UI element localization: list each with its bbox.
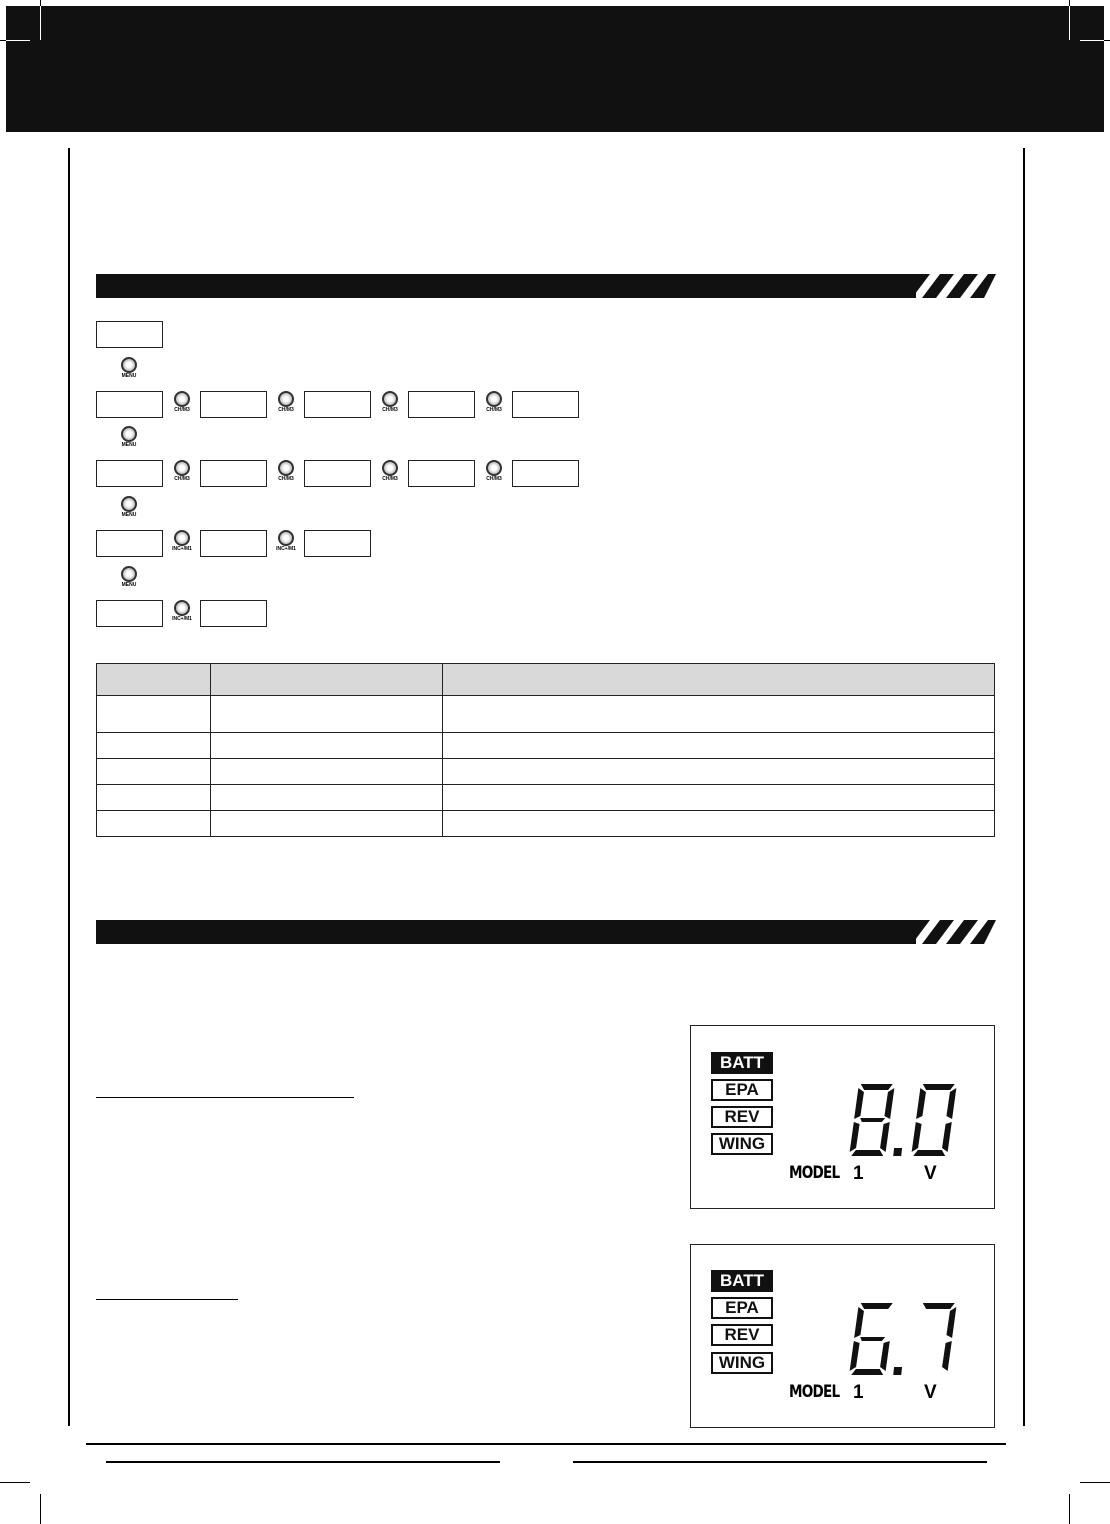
section-bar (96, 920, 916, 944)
lcd-model-label: MODEL (789, 1382, 840, 1402)
table-cell (443, 733, 995, 759)
table-header-cell (211, 664, 443, 696)
section-stripes (898, 274, 998, 298)
table-cell (443, 785, 995, 811)
lcd-model-number: 1 (853, 1163, 864, 1184)
screen-box (408, 460, 475, 487)
table-cell (97, 759, 211, 785)
table-cell (97, 811, 211, 837)
table-cell (97, 785, 211, 811)
channel-key-icon: CH/M3 (171, 460, 193, 484)
table-cell (97, 733, 211, 759)
lcd-model-label: MODEL (789, 1163, 840, 1183)
increment-key-icon: INC+/M1 (171, 530, 193, 554)
lcd-display (690, 1025, 995, 1209)
table-header-row (97, 664, 995, 696)
table-cell (211, 696, 443, 733)
table-cell (211, 785, 443, 811)
table-cell (443, 811, 995, 837)
crop-mark (1080, 1482, 1110, 1483)
increment-key-icon: INC+/M1 (171, 600, 193, 624)
screen-box (96, 530, 163, 557)
screen-box (96, 600, 163, 627)
channel-key-icon: CH/M3 (379, 460, 401, 484)
lcd-unit: V (924, 1382, 937, 1403)
table-cell (443, 696, 995, 733)
screen-box (96, 321, 163, 348)
crop-mark (40, 1494, 41, 1524)
table-cell (211, 759, 443, 785)
subheading-underline (96, 1299, 238, 1300)
seven-segment-reading (849, 1301, 971, 1377)
table-row (97, 696, 995, 733)
table-row (97, 785, 995, 811)
footer-rule-right (573, 1461, 987, 1463)
screen-box (96, 460, 163, 487)
lcd-label-wing: WING (711, 1352, 773, 1374)
menu-key-icon: MENU (118, 426, 140, 450)
header-band (6, 6, 1104, 132)
menu-key-icon: MENU (118, 496, 140, 520)
lcd-model-number: 1 (853, 1382, 864, 1403)
screen-box (304, 530, 371, 557)
screen-box (200, 391, 267, 418)
screen-box (304, 460, 371, 487)
channel-key-icon: CH/M3 (483, 460, 505, 484)
screen-box (200, 460, 267, 487)
left-margin-line (68, 148, 70, 1426)
right-margin-line (1023, 148, 1025, 1426)
table-header-cell (443, 664, 995, 696)
lcd-label-epa: EPA (711, 1297, 773, 1319)
menu-key-icon: MENU (118, 357, 140, 381)
table-header-cell (97, 664, 211, 696)
channel-key-icon: CH/M3 (275, 391, 297, 415)
channel-key-icon: CH/M3 (379, 391, 401, 415)
crop-mark (1080, 40, 1104, 41)
table-row (97, 733, 995, 759)
table-cell (211, 733, 443, 759)
lcd-unit: V (924, 1163, 937, 1184)
screen-box (304, 391, 371, 418)
lcd-display (690, 1244, 995, 1428)
lcd-label-epa: EPA (711, 1079, 773, 1101)
screen-box (408, 391, 475, 418)
lcd-label-batt: BATT (711, 1052, 773, 1074)
channel-key-icon: CH/M3 (483, 391, 505, 415)
table-row (97, 759, 995, 785)
lcd-label-batt: BATT (711, 1270, 773, 1292)
screen-box (96, 391, 163, 418)
screen-box (200, 600, 267, 627)
footer-rule (86, 1443, 1006, 1445)
table-cell (443, 759, 995, 785)
section-stripes (898, 920, 998, 944)
table-cell (211, 811, 443, 837)
increment-key-icon: INC+/M1 (275, 530, 297, 554)
table-cell (97, 696, 211, 733)
screen-box (512, 460, 579, 487)
section-bar (96, 274, 916, 298)
crop-mark (1069, 1494, 1070, 1524)
settings-table (96, 663, 995, 837)
menu-key-icon: MENU (118, 566, 140, 590)
crop-mark (40, 6, 41, 40)
subheading-underline (96, 1097, 354, 1098)
screen-box (200, 530, 267, 557)
lcd-label-rev: REV (711, 1324, 773, 1346)
footer-rule-left (106, 1461, 500, 1463)
crop-mark (6, 40, 30, 41)
screen-box (512, 391, 579, 418)
crop-mark (1069, 6, 1070, 40)
crop-mark (0, 1482, 30, 1483)
lcd-label-rev: REV (711, 1106, 773, 1128)
channel-key-icon: CH/M3 (171, 391, 193, 415)
lcd-label-wing: WING (711, 1133, 773, 1155)
channel-key-icon: CH/M3 (275, 460, 297, 484)
table-row (97, 811, 995, 837)
seven-segment-reading (849, 1082, 971, 1158)
